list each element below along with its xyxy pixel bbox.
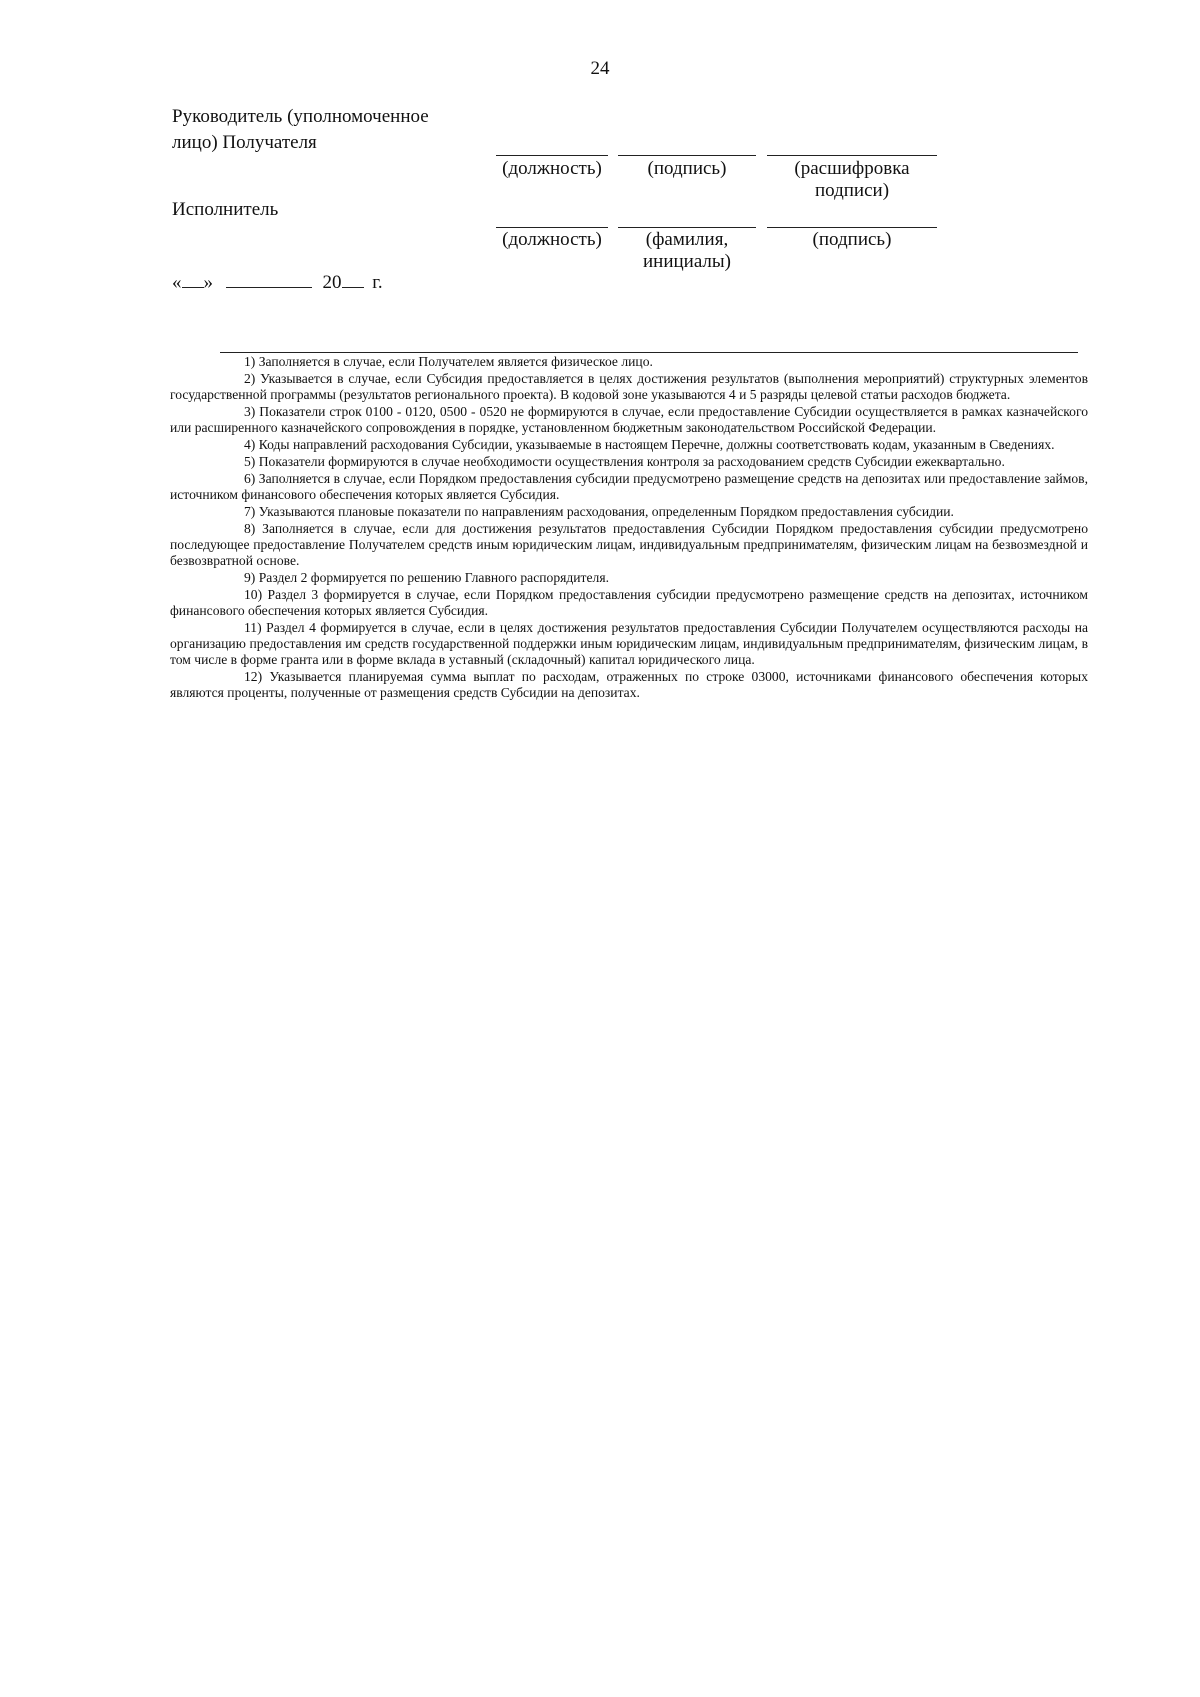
footnote-8: 8) Заполняется в случае, если для достижения результатов предоставления Субсидии Порядком предоставления субсидии предусмотрено последующее предоставление Получателем средств иным юридическим лицам, индивидуальным предпринимателям, физическим лицам на безвозмездной и безвозвратной основе.: [170, 521, 1088, 568]
footnote-6: 6) Заполняется в случае, если Порядком предоставления субсидии предусмотрено размещение средств на депозитах или предоставление займов, источником финансового обеспечения которых является Субсидия.: [170, 471, 1088, 502]
footnote-11: 11) Раздел 4 формируется в случае, если в целях достижения результатов предоставления Субсидии Получателем осуществляются расходы на организацию предоставления им средств государственной поддержки иным юридическим лицам, индивидуальным предпринимателям, физическим лицам, в том числе в форме гранта или в форме вклада в уставный (складочный) капитал юридического лица.: [170, 620, 1088, 667]
executor-signature-line: [767, 227, 937, 228]
executor-name-caption-line1: (фамилия,: [645, 229, 729, 250]
executor-position-caption: (должность): [502, 229, 602, 250]
executor-position-line: [496, 227, 608, 228]
footnote-separator: [220, 352, 1078, 353]
head-signature-caption: (подпись): [647, 158, 727, 179]
date-month-blank: [226, 271, 312, 288]
executor-label: Исполнитель: [172, 199, 279, 220]
head-decoding-line: [767, 155, 937, 156]
footnote-5: 5) Показатели формируются в случае необходимости осуществления контроля за расходованием средств Субсидии ежеквартально.: [244, 454, 1005, 469]
footnote-7: 7) Указываются плановые показатели по направлениям расходования, определенным Порядком предоставления субсидии.: [244, 504, 954, 519]
recipient-head-label-line1: Руководитель (уполномоченное: [172, 106, 429, 127]
head-position-caption: (должность): [502, 158, 602, 179]
recipient-head-label: [172, 104, 429, 156]
footnote-10: 10) Раздел 3 формируется в случае, если Порядком предоставления субсидии предусмотрено размещение средств на депозитах, источником финансового обеспечения которых является Субсидия.: [170, 587, 1088, 618]
executor-name-caption-line2: инициалы): [642, 251, 731, 272]
executor-signature-caption: (подпись): [812, 229, 892, 250]
head-decoding-caption: [767, 158, 937, 202]
recipient-head-label-line2: лицо) Получателя: [172, 132, 317, 153]
date-year-prefix: 20: [322, 272, 342, 293]
date-day-blank: [182, 271, 204, 288]
head-decoding-caption-line1: (расшифровка: [794, 158, 910, 179]
footnote-2: 2) Указывается в случае, если Субсидия предоставляется в целях достижения результатов (выполнения мероприятий) структурных элементов государственной программы (результатов регионального проекта). В кодовой зоне указываются 4 и 5 разряды целевой статьи расходов бюджета.: [170, 371, 1088, 402]
date-year-blank: [342, 271, 364, 288]
head-position-line: [496, 155, 608, 156]
date-line: [172, 271, 383, 294]
footnote-9: 9) Раздел 2 формируется по решению Главного распорядителя.: [244, 570, 609, 585]
footnote-12: 12) Указывается планируемая сумма выплат по расходам, отраженных по строке 03000, источниками финансового обеспечения которых являются проценты, полученные от размещения средств Субсидии на депозитах.: [170, 669, 1088, 700]
head-decoding-caption-line2: подписи): [814, 180, 890, 201]
footnotes: [170, 354, 1088, 702]
footnote-1: 1) Заполняется в случае, если Получателем является физическое лицо.: [244, 354, 653, 369]
page-number: 24: [590, 58, 610, 79]
date-close-quote: »: [203, 272, 213, 293]
date-year-suffix: г.: [372, 272, 383, 293]
footnote-4: 4) Коды направлений расходования Субсидии, указываемые в настоящем Перечне, должны соответствовать кодам, указанным в Сведениях.: [244, 437, 1055, 452]
date-open-quote: «: [172, 272, 182, 293]
executor-name-caption: [618, 229, 756, 273]
footnote-3: 3) Показатели строк 0100 - 0120, 0500 - 0520 не формируются в случае, если предоставление Субсидии осуществляется в рамках казначейского или расширенного казначейского сопровождения в порядке, установленном бюджетным законодательством Российской Федерации.: [170, 404, 1088, 435]
executor-name-line: [618, 227, 756, 228]
head-signature-line: [618, 155, 756, 156]
